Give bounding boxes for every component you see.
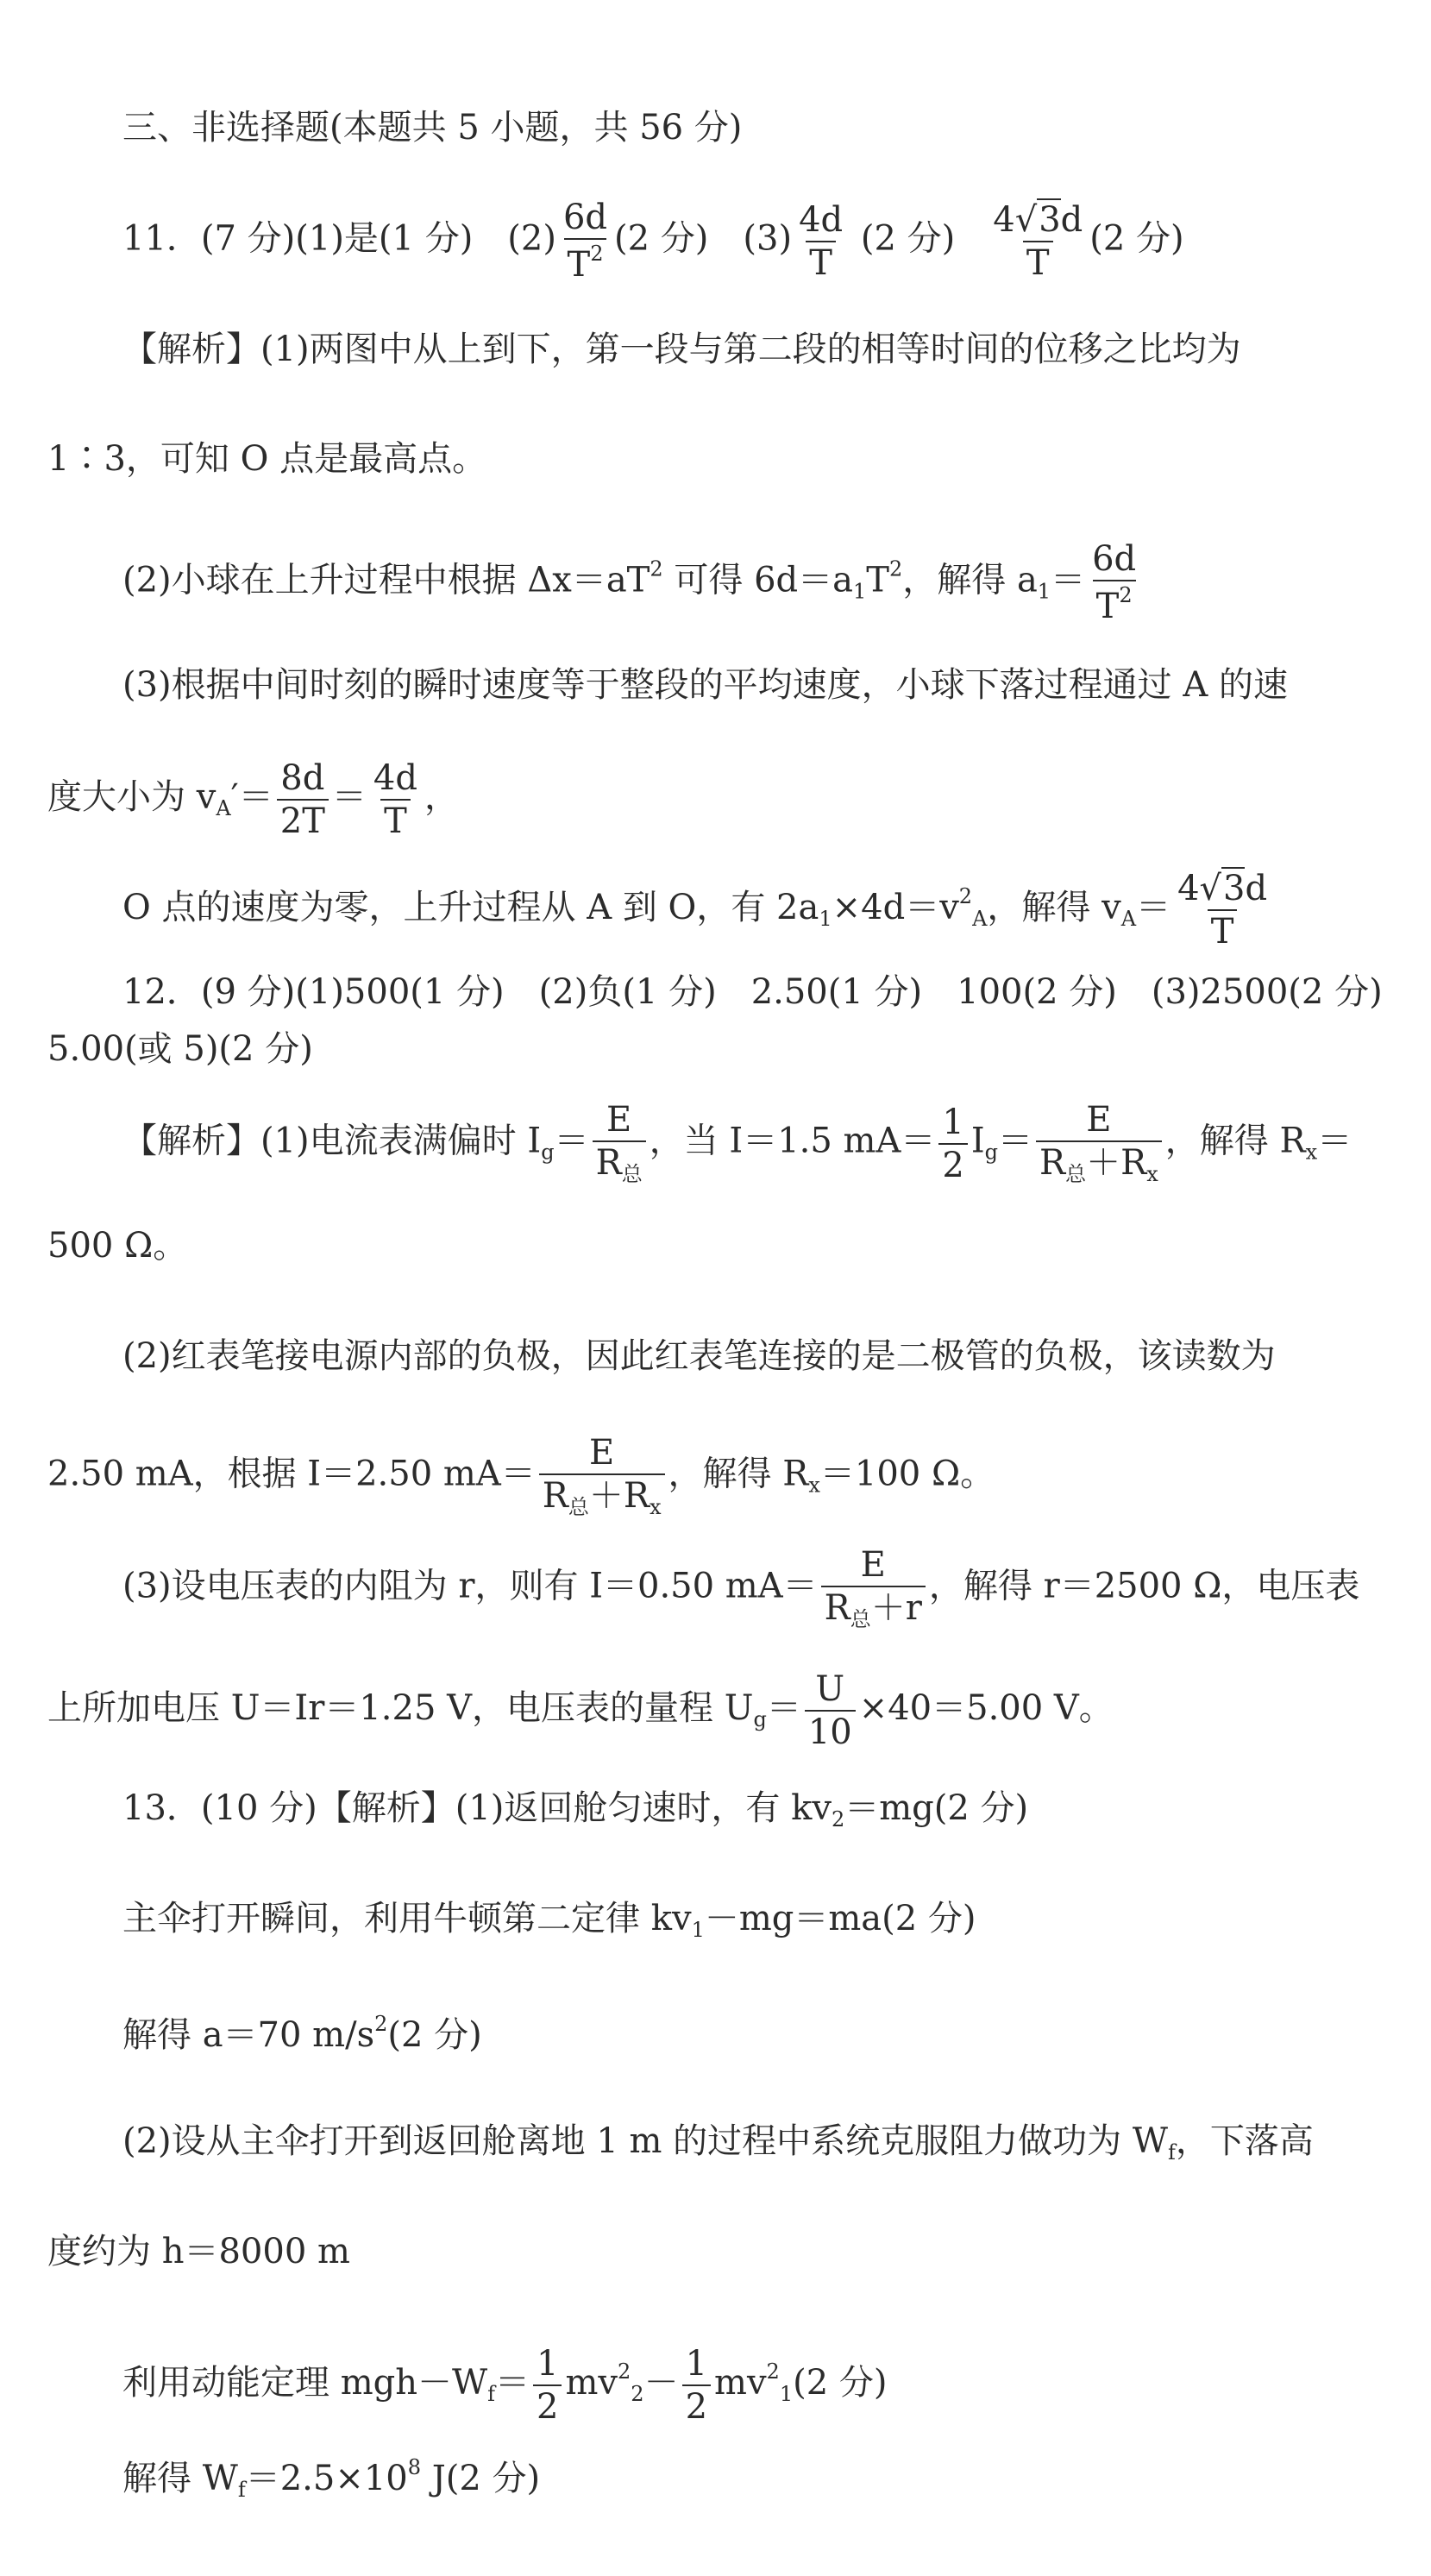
q11-lead: 11．(7 分)(1)是(1 分) (2) [122,218,556,259]
q13-line4a: (2)设从主伞打开到返回舱离地 1 m 的过程中系统克服阻力做功为 $W_f$，下落高 [122,2121,1314,2164]
q11-answer: 11．(7 分)(1)是(1 分) (2) $\frac{6d}{T^2}$ (2 分) (3) $\frac{4d}{T}$ (2 分) $\frac{4√3d}{T}$ (2 分) [122,198,1184,285]
q12-exp1-line2: 500 Ω。 [47,1226,188,1266]
q11-exp1b: 1∶3，可知 O 点是最高点。 [47,439,487,479]
q11-exp4-frac: $\frac{4√3d}{T}$ [1177,869,1268,952]
q11-exp3b-frac1: $\frac{8d}{2T}$ [277,761,329,839]
q11-exp3b-frac2: $\frac{4d}{T}$ [373,758,417,841]
q12-answer-a: 12．(9 分)(1)500(1 分) (2)负(1 分) 2.50(1 分) 100(2 分) (3)2500(2 分) [122,972,1383,1012]
q11-exp4: O 点的速度为零，上升过程从 A 到 O，有 $2a_1\times 4d=v^2_A$，解得 $v_A=$ $\frac{4√3d}{T}$ [122,871,1274,949]
q13-line6: 解得 $W_f=2.5\times 10^8$ J(2 分) [122,2455,541,2502]
q12-exp3b: 上所加电压 U＝Ir＝1.25 V，电压表的量程 $U_g=$ $\frac{U}{10}$ ×40＝5.00 V。 [47,1669,1114,1752]
q12-exp3b-frac: $\frac{U}{10}$ [805,1672,856,1750]
q13-line5-frac1: $\frac{1}{2}$ [533,2347,562,2424]
q11-frac-4d: $\frac{4d}{T}$ [799,199,844,283]
q11-exp1a: 【解析】(1)两图中从上到下，第一段与第二段的相等时间的位移之比均为 [122,330,1241,369]
q13-line5-frac2: $\frac{1}{2}$ [682,2347,711,2424]
q12-exp1-frac-half: $\frac{1}{2}$ [938,1105,967,1183]
q13-line4b: 度约为 h＝8000 m [47,2232,350,2271]
q12-exp3a: (3)设电压表的内阻为 r，则有 I＝0.50 mA＝ $\frac{E}{R_总+r}$ ，解得 r＝2500 Ω，电压表 [122,1545,1360,1631]
q11-exp3a: (3)根据中间时刻的瞬时速度等于整段的平均速度，小球下落过程通过 A 的速 [122,665,1288,705]
q12-exp3a-frac: $\frac{E}{R_总+r}$ [821,1548,926,1630]
q11-frac-4root3d: $\frac{4√3d}{T}$ [993,199,1083,283]
q12-exp1: 【解析】(1)电流表满偏时 $I_g=$ $\frac{E}{R_总}$ ，当 I＝1.5 mA＝ $\frac{1}{2}$ $I_g=$ $\frac{E}{R_总+R_x}$ ，解得 $R_x=$ [122,1100,1353,1186]
q11-frac-6d: $\frac{6d}{T^2}$ [562,198,608,285]
q13-line3: 解得 a＝70 $m/s^2(2$ 分) [122,2012,482,2055]
q12-exp2b: 2.50 mA，根据 I＝2.50 mA＝ $\frac{E}{R_总+R_x}$ ，解得 $R_x=100$ Ω。 [47,1433,995,1519]
q12-exp2a: (2)红表笔接电源内部的负极，因此红表笔连接的是二极管的负极，该读数为 [122,1336,1276,1376]
q11-exp2-frac: $\frac{6d}{T^2}$ [1092,539,1137,626]
q13-line5: 利用动能定理 $mgh-W_f=$ $\frac{1}{2}$ $mv^2_2-$ $\frac{1}{2}$ $mv^2_1(2$ 分) [122,2344,888,2427]
q12-answer-b: 5.00(或 5)(2 分) [47,1029,313,1069]
q12-exp1-frac3: $\frac{E}{R_总+R_x}$ [1036,1103,1162,1184]
section-header: 三、非选择题(本题共 5 小题，共 56 分) [122,108,743,148]
q11-exp2: (2)小球在上升过程中根据 $\Delta x=aT^2$ 可得 $6d=a_1T^2$，解得 $a_1=$ $\frac{6d}{T^2}$ [122,542,1143,624]
q12-exp2b-frac: $\frac{E}{R_总+R_x}$ [539,1436,665,1517]
q13-line1: 13．(10 分)【解析】(1)返回舱匀速时，有 $kv_2=mg(2$ 分) [122,1788,1029,1831]
q12-exp1-frac1: $\frac{E}{R_总}$ [593,1103,646,1184]
q13-line2: 主伞打开瞬间，利用牛顿第二定律 $kv_1-mg=ma(2$ 分) [122,1899,976,1942]
q11-exp3b: 度大小为 $v_A'=$ $\frac{8d}{2T}$ ＝ $\frac{4d}{T}$ ， [47,758,459,841]
